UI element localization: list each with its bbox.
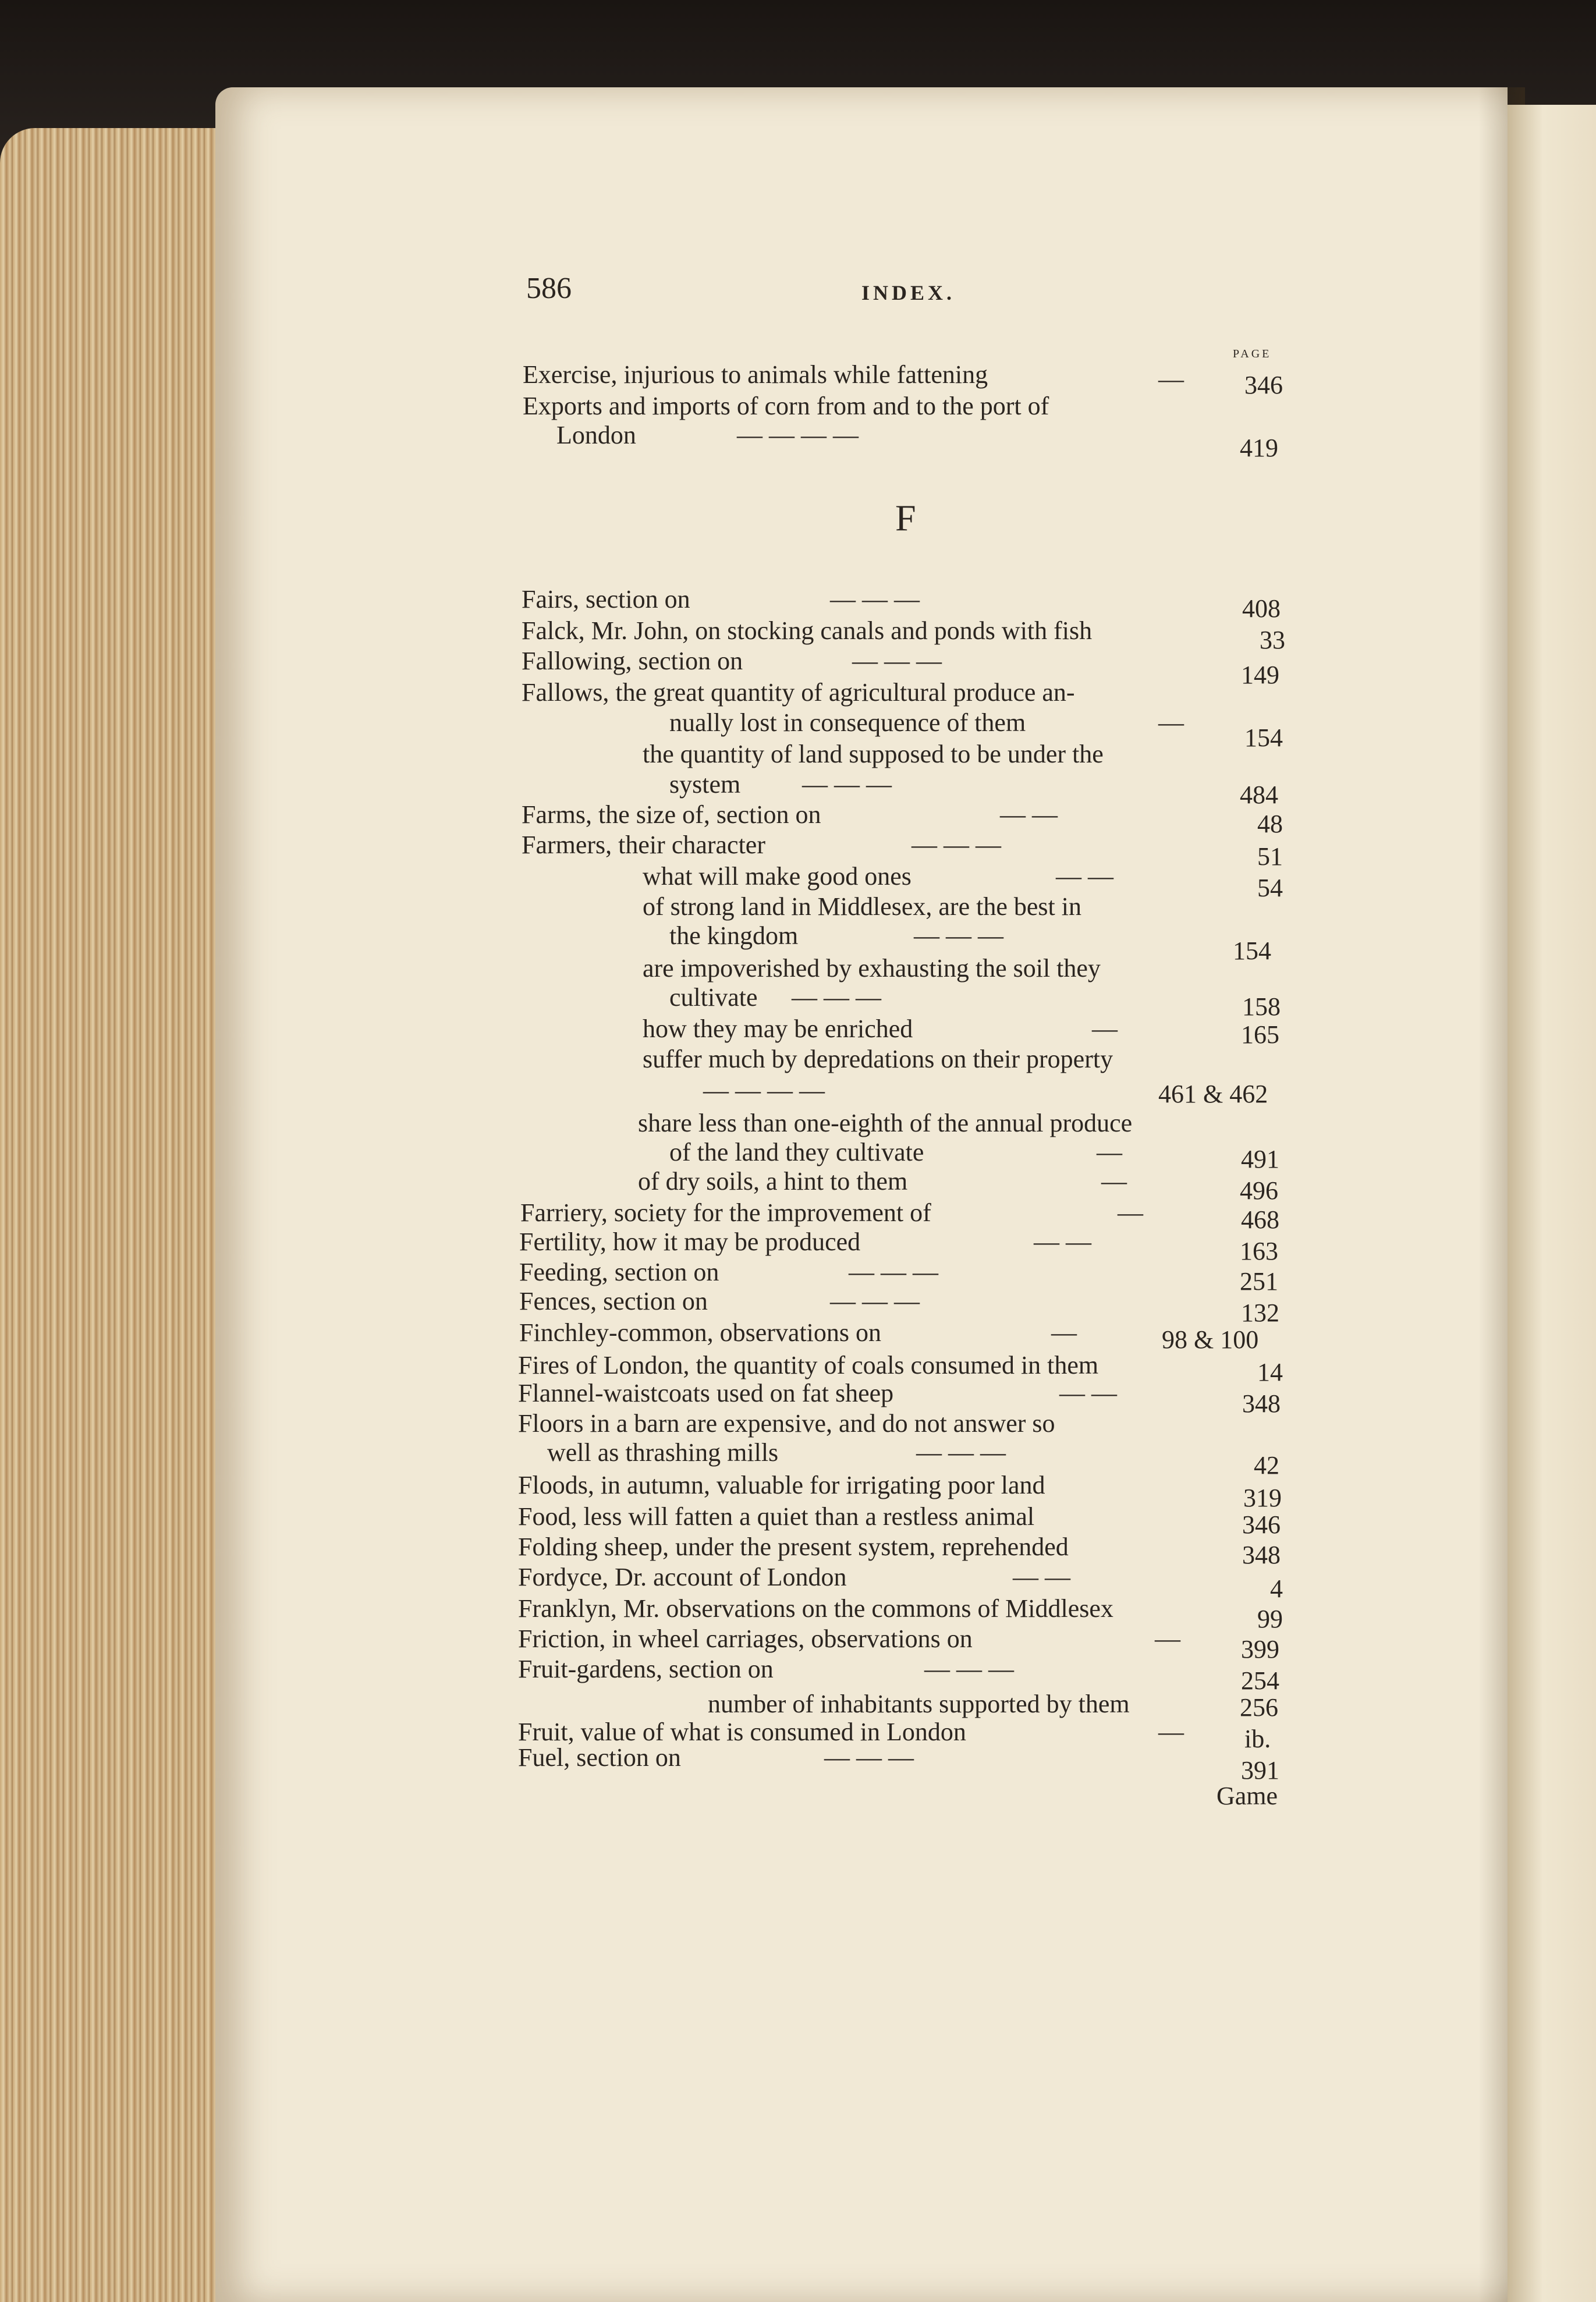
section-letter: F — [895, 497, 916, 538]
entry-text: of the land they cultivate — [669, 1138, 924, 1166]
entry-dashes: — — — — [830, 1287, 920, 1315]
entry-text: Exercise, injurious to animals while fattening — [523, 360, 988, 389]
entry-text: Floors in a barn are expensive, and do not answer so — [518, 1409, 1055, 1438]
entry-text: what will make good ones — [643, 862, 912, 891]
entry-dashes: — — — — — [703, 1076, 825, 1105]
entry-page: 98 & 100 — [1162, 1325, 1259, 1354]
catchword: Game — [1216, 1782, 1278, 1810]
entry-text: Flannel-waistcoats used on fat sheep — [518, 1379, 894, 1407]
entry-page: 419 — [1240, 434, 1278, 462]
entry-text: Farms, the size of, section on — [522, 800, 821, 829]
entry-text: suffer much by depredations on their property — [643, 1045, 1113, 1073]
entry-text: Food, less will fatten a quiet than a restless animal — [518, 1502, 1035, 1531]
entry-page: 346 — [1244, 371, 1283, 399]
entry-page: 346 — [1242, 1510, 1281, 1539]
entry-page: 132 — [1241, 1299, 1279, 1327]
entry-page: 54 — [1257, 874, 1283, 902]
entry-text: Falck, Mr. John, on stocking canals and ponds with fish — [522, 616, 1093, 645]
entry-page: 51 — [1257, 842, 1283, 871]
entry-page: 461 & 462 — [1158, 1080, 1268, 1108]
entry-text: Fertility, how it may be produced — [519, 1228, 861, 1256]
entry-dashes: — — — — — [737, 421, 859, 449]
entry-text: London — [556, 421, 636, 449]
entry-dashes: — — — — [924, 1655, 1014, 1683]
entry-dashes: — — [1101, 1167, 1127, 1196]
entry-page: 99 — [1257, 1605, 1283, 1633]
entry-page: 4 — [1270, 1574, 1283, 1603]
entry-text: Fires of London, the quantity of coals consumed in them — [518, 1351, 1099, 1379]
entry-text: number of inhabitants supported by them — [708, 1690, 1130, 1718]
entry-page: 348 — [1242, 1541, 1281, 1569]
entry-page: 256 — [1240, 1693, 1278, 1722]
entry-page: 491 — [1241, 1145, 1279, 1173]
entry-page: 391 — [1241, 1756, 1279, 1785]
entry-dashes: — — — [1013, 1563, 1070, 1591]
entry-dashes: — — — — [914, 921, 1003, 950]
entry-text: Fruit-gardens, section on — [518, 1655, 774, 1683]
entry-dashes: — — — — [830, 585, 920, 613]
entry-dashes: — — — — [824, 1743, 914, 1772]
entry-text: Finchley-common, observations on — [519, 1318, 882, 1347]
entry-page: 154 — [1233, 937, 1271, 965]
entry-text: share less than one-eighth of the annual produce — [638, 1109, 1133, 1137]
entry-text: are impoverished by exhausting the soil they — [643, 954, 1101, 982]
entry-page: 158 — [1242, 992, 1281, 1021]
entry-page: 154 — [1244, 723, 1283, 752]
entry-page: 319 — [1243, 1484, 1282, 1512]
entry-page: 251 — [1240, 1267, 1278, 1296]
entry-dashes: — — — — [912, 831, 1001, 859]
entry-text: Fruit, value of what is consumed in London — [518, 1718, 966, 1746]
entry-text: Fallows, the great quantity of agricultural produce an- — [522, 678, 1075, 707]
entry-text: of dry soils, a hint to them — [638, 1167, 908, 1196]
entry-text: Exports and imports of corn from and to the port of — [523, 392, 1049, 420]
entry-page: 42 — [1254, 1451, 1279, 1480]
entry-page: 408 — [1242, 594, 1281, 623]
entry-text: Fallowing, section on — [522, 647, 743, 675]
entry-dashes: — — [1092, 1015, 1118, 1043]
entry-text: of strong land in Middlesex, are the best in — [643, 892, 1081, 921]
entry-page: 468 — [1241, 1205, 1279, 1234]
entry-dashes: — — [1051, 1318, 1077, 1347]
entry-text: Fences, section on — [519, 1287, 708, 1315]
entry-text: cultivate — [669, 983, 758, 1012]
running-head: INDEX. — [861, 281, 956, 304]
entry-text: the quantity of land supposed to be under the — [643, 740, 1104, 768]
entry-dashes: — — [1097, 1138, 1122, 1166]
entry-text: how they may be enriched — [643, 1015, 913, 1043]
entry-dashes: — — — [1000, 800, 1058, 829]
entry-page: 163 — [1240, 1237, 1278, 1265]
entry-text: Feeding, section on — [519, 1258, 719, 1286]
entry-page: 48 — [1257, 810, 1283, 838]
entry-dashes: — — [1158, 1718, 1184, 1746]
entry-text: well as thrashing mills — [547, 1438, 779, 1467]
entry-dashes: — — — — [849, 1258, 938, 1286]
entry-text: Fairs, section on — [522, 585, 690, 613]
entry-text: the kingdom — [669, 921, 799, 950]
entry-page: 149 — [1241, 661, 1279, 689]
entry-dashes: — — — — [802, 770, 892, 799]
page-number: 586 — [526, 272, 572, 305]
entry-page: 165 — [1241, 1020, 1279, 1049]
entry-text: Fuel, section on — [518, 1743, 681, 1772]
entry-dashes: — — [1155, 1624, 1180, 1653]
entry-page: 496 — [1240, 1176, 1278, 1205]
entry-text: Friction, in wheel carriages, observations on — [518, 1624, 973, 1653]
entry-text: Fordyce, Dr. account of London — [518, 1563, 847, 1591]
entry-page: 14 — [1257, 1358, 1283, 1386]
entry-page: 484 — [1240, 781, 1278, 809]
entry-page: 33 — [1260, 626, 1285, 654]
entry-dashes: — — — [1059, 1379, 1117, 1407]
entry-dashes: — — — — [916, 1438, 1006, 1467]
entry-page: ib. — [1244, 1725, 1271, 1753]
entry-page: 254 — [1241, 1666, 1279, 1695]
entry-dashes: — — — — [792, 983, 881, 1012]
entry-dashes: — — — — [852, 647, 942, 675]
entry-text: nually lost in consequence of them — [669, 708, 1026, 737]
entry-text: Floods, in autumn, valuable for irrigating poor land — [518, 1471, 1045, 1499]
entry-dashes: — — [1118, 1198, 1143, 1227]
entry-text: Farmers, their character — [522, 831, 765, 859]
entry-dashes: — — — [1034, 1228, 1091, 1256]
entry-dashes: — — [1158, 365, 1184, 393]
entry-text: Farriery, society for the improvement of — [520, 1198, 931, 1227]
entry-text: Folding sheep, under the present system, reprehended — [518, 1533, 1069, 1561]
entry-page: 399 — [1241, 1635, 1279, 1663]
page-column-label: PAGE — [1233, 347, 1272, 360]
entry-dashes: — — [1158, 708, 1184, 737]
entry-dashes: — — — [1056, 862, 1113, 891]
entry-text: system — [669, 770, 741, 799]
entry-page: 348 — [1242, 1389, 1281, 1418]
entry-text: Franklyn, Mr. observations on the commons of Middlesex — [518, 1594, 1113, 1623]
